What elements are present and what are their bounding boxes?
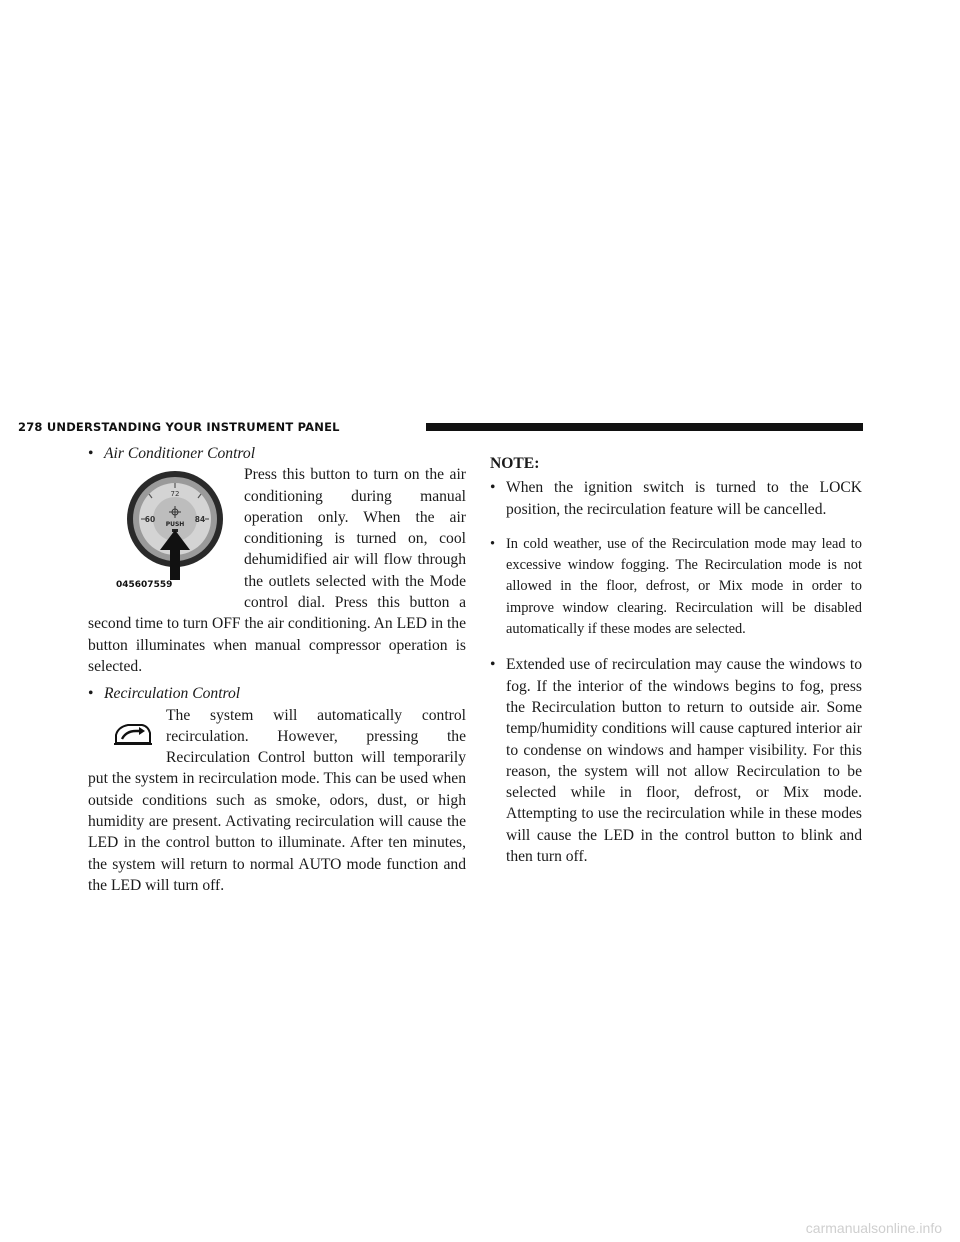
left-column: [88, 443, 466, 896]
note-item: [490, 534, 862, 640]
section-title: UNDERSTANDING YOUR INSTRUMENT PANEL: [46, 420, 340, 434]
note-item-text: Extended use of recirculation may cause the windows to fog. If the interior of the windows begins to fog, press the Recirculation button to return to outside air. Some temp/humidity conditions will cause captured interior air to condense on windows and hamper visibility. For this reason, the system will not allow Recirculation to be selected while in floor, defrost, or Mix mode. Attempting to use the recirculation while in these modes will cause the LED in the control button to blink and then turn off.: [506, 656, 862, 866]
recirc-figure: [112, 713, 154, 753]
note-item: [490, 477, 862, 520]
bullet-dot: •: [490, 479, 496, 497]
bullet-dot: •: [88, 685, 94, 703]
header-rule: [426, 423, 863, 431]
recirculation-icon: [112, 713, 154, 753]
dial-top-label: 72: [170, 490, 180, 499]
ac-heading: [88, 443, 466, 464]
recirc-heading: [88, 683, 466, 704]
dial-right-label: 84: [194, 515, 206, 525]
watermark-text: carmanualsonline.info: [805, 1220, 942, 1236]
ac-dial-figure: [114, 466, 236, 596]
dial-push-label: PUSH: [165, 521, 185, 529]
page-header: [18, 419, 863, 435]
figure-code: 045607559: [116, 580, 173, 590]
right-column: [490, 453, 862, 881]
note-title: NOTE:: [490, 455, 540, 472]
ac-heading-text: Air Conditioner Control: [104, 445, 256, 462]
header-text: [18, 419, 340, 435]
note-item-text: When the ignition switch is turned to the LOCK position, the recirculation feature will be cancelled.: [506, 479, 862, 518]
recirc-body: The system will automatically control recirculation. However, pressing the Recirculation Control button will temporarily put the system in recirculation mode. This can be used when outside conditions such as smoke, odors, dust, or high humidity are present. Activating recirculation will cause the LED in the control button to illuminate. After ten minutes, the system will return to normal AUTO mode function and the LED will turn off.: [88, 706, 466, 894]
bullet-dot: •: [490, 656, 496, 674]
recirc-heading-text: Recirculation Control: [104, 685, 241, 703]
dial-left-label: 60: [144, 515, 156, 525]
note-item: [490, 654, 862, 867]
page-number: 278: [18, 420, 43, 434]
note-item-text: In cold weather, use of the Recirculation mode may lead to excessive window fogging. The Recirculation mode is not allowed in the floor, defrost, or Mix mode in order to improve window clearing. Recirculation will be disabled automatically if these modes are selected.: [506, 535, 862, 638]
bullet-dot: •: [88, 445, 94, 462]
ac-body: Press this button to turn on the air conditioning during manual operation only. When the air conditioning is turned on, cool dehumidified air will flow through the outlets selected with the Mode control dial. Press this button a second time to turn OFF the air conditioning. An LED in the button illuminates when manual compressor operation is selected.: [88, 466, 466, 675]
bullet-dot: •: [490, 535, 496, 552]
page-footer: [0, 1216, 960, 1242]
